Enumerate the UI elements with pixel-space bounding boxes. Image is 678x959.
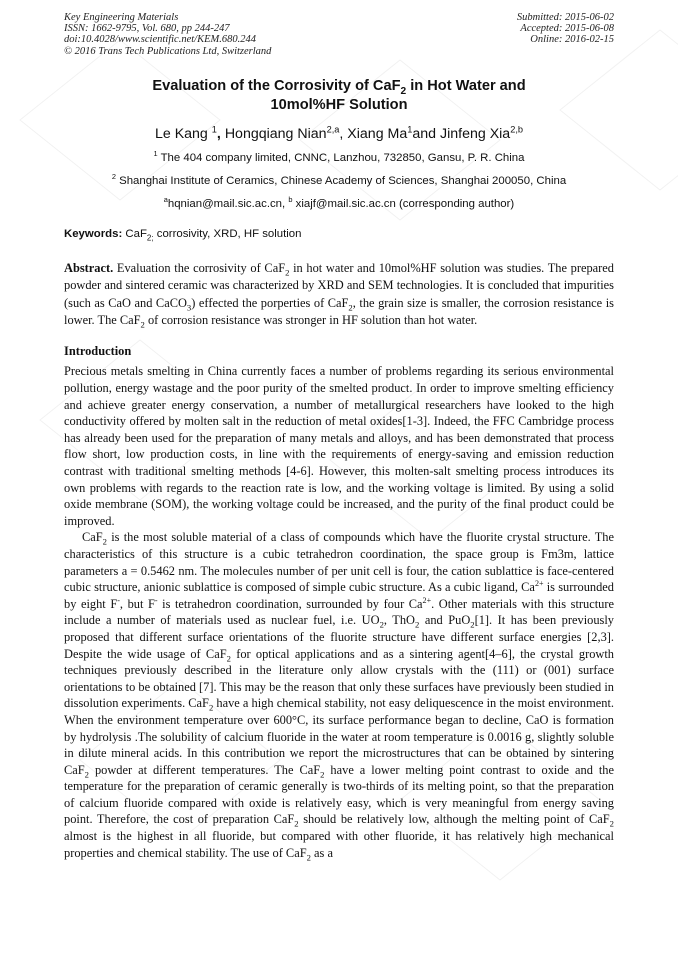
author-4: Jinfeng Xia	[440, 125, 511, 142]
affiliation-1: $^1$ The 404 company limited, CNNC, Lanzhou, 732850, Gansu, P. R. China	[153, 149, 525, 164]
section-heading-introduction: Introduction	[64, 344, 132, 359]
author-1: Le Kang	[154, 125, 212, 142]
accepted-date: Accepted: 2015-06-08	[520, 23, 614, 35]
online-date: Online: 2016-02-15	[530, 34, 614, 46]
intro-paragraph-1: Precious metals smelting in China currently faces a number of problems regarding its serious environmental pollution, energy wastage and the poor purity of the smelted product. In order to improve smelting efficiency and achieve greater energy conservation, a number of metallurgical researchers have looked to the high conductivity offered by molten salt in the reduction of metal oxides[1-3]. Indeed, the FFC Cambridge process has already been used for the preparation of many metals and alloys, and has been demonstrated that process flow short, low production costs, in line with the requirements of energy-saving and emission reduction contrast with traditional smelting methods [4-6]. However, this molten-salt smelting process introduces its own problems with regards to the reaction rate is low, and the working voltage is limited. By using a solid oxide membrane (SOM), the working voltage could be increased, and the purity of the final product could be improved.	[64, 364, 614, 528]
journal-name: Key Engineering Materials	[64, 12, 179, 23]
submitted-date: Submitted: 2015-06-02	[516, 12, 614, 23]
keywords: Keywords: CaF$_{2;}$ corrosivity, XRD, HF solution	[64, 227, 302, 243]
author-list: Le Kang $^1$, Hongqiang Nian$^{2,a}$, Xiang Ma$^1$and Jinfeng Xia$^{2,b}$	[154, 124, 524, 142]
copyright: © 2016 Trans Tech Publications Ltd, Switzerland	[64, 45, 272, 57]
doi: doi:10.4028/www.scientific.net/KEM.680.244	[64, 34, 256, 46]
intro-paragraph-2: CaF$_2$ is the most soluble material of a class of compounds which have the fluorite crystal structure. The characteristics of this structure is a cubic tetrahedron coordination, the space group is Fm3m, lattice parameters a = 0.5462 nm. The molecules number of per unit cell is four, the cation sublattice is face-centered cubic structure, anionic sublattice is composed of simple cubic structure. As a cubic ligand, $Ca^{2+}$ is surrounded by eight F-, but F- is tetrahedron coordination, surrounded by four $Ca^{2+}$. Other materials with this structure include a number of materials used as nuclear fuel, i.e. $UO_2$, ThO$_2$ and PuO$_2$[1]. It has been previously proposed that different surface orientations of the fluorite structure have different surface energies [2,3]. Despite the wide usage of CaF$_2$ for optical applications and as a sintering agent[4–6], the crystal growth techniques previously described in the literature only allow crystals with the (111) or (001) surface orientations to be obtained [7]. This may be the reason that only these surfaces have previously been studied in dissolution experiments. CaF$_2$ have a high chemical stability, not easy deliquescence in the moist environment. When the environment temperature over 600°C, its surface performance began to decline, CaO is formation by hydrolysis .The solubility of calcium fluoride in the water at room temperature is 0.0016 g, slightly soluble in dilute mineral acids. In this contribution we report the microstructures that can be obtained by sintering CaF$_2$ powder at different temperatures. The CaF$_2$ have a lower melting point contrast to oxide and the temperature for the preparation of ceramic generally is two-thirds of its melting point, so that the preparation of calcium fluoride compared with oxide is relatively easy, which is very meaningful from energy saving point. Therefore, the cost of preparation CaF$_2$ should be relatively low, although the melting point of CaF$_2$ almost is the highest in all fluoride, but compared with other fluoride, it has relatively high mechanical properties and chemical stability. The use of CaF$_2$ as a	[64, 530, 614, 863]
keywords-label: Keywords:	[64, 227, 123, 240]
journal-header	[64, 12, 614, 57]
paper-title: Evaluation of the Corrosivity of CaF$_2$ in Hot Water and 10mol%HF Solution	[152, 77, 526, 113]
header-right	[517, 12, 614, 57]
header-left	[64, 12, 271, 57]
author-2: Hongqiang Nian	[224, 125, 327, 142]
contact-emails: $^a$hqnian@mail.sic.ac.cn, $^b$ xiajf@mail.sic.ac.cn (corresponding author)	[163, 195, 515, 210]
abstract-label: Abstract.	[64, 260, 114, 275]
issn: ISSN: 1662-9795, Vol. 680, pp 244-247	[64, 23, 230, 35]
affiliation-2: $^2$ Shanghai Institute of Ceramics, Chinese Academy of Sciences, Shanghai 200050, China	[111, 172, 567, 187]
author-3: Xiang Ma	[347, 125, 408, 142]
abstract: Abstract. Evaluation the corrosivity of CaF$_2$ in hot water and 10mol%HF solution was studies. The prepared powder and sintered ceramic was characterized by XRD and SEM technologies. It is concluded that impurities (such as CaO and CaCO$_3$) effected the porperties of CaF$_2$, the grain size is smaller, the corrosion resistance is lower. The CaF$_2$ of corrosion resistance was stronger in HF solution than hot water.	[64, 260, 614, 330]
